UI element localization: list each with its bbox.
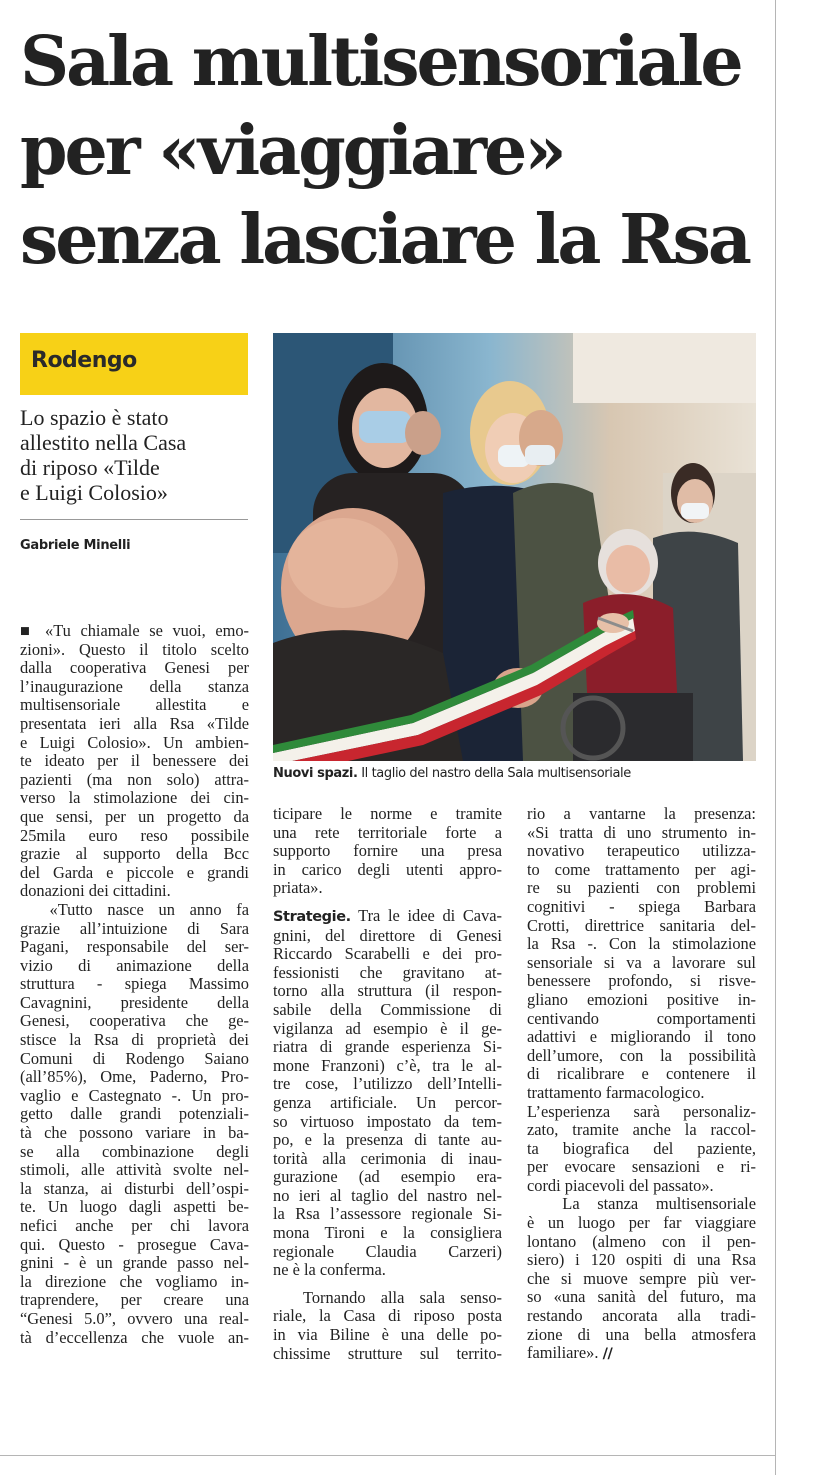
body-line: Genesi, cooperativa che ge-	[20, 1011, 249, 1031]
caption-lead: Nuovi spazi.	[273, 766, 358, 781]
body-line: stimoli, alle attività svolte nel-	[20, 1160, 249, 1180]
summary-line: Lo spazio è stato	[20, 405, 169, 430]
body-line: per evocare sensazioni e ri-	[527, 1157, 756, 1177]
body-line: se alla combinazione degli	[20, 1141, 249, 1161]
end-mark: //	[602, 1346, 613, 1363]
body-line: Comuni di Rodengo Saiano	[20, 1048, 249, 1068]
body-line: traprendere, per creare una	[20, 1290, 249, 1310]
body-line: stisce la Rsa di proprietà dei	[20, 1030, 249, 1050]
body-line: una rete territoriale forte a	[273, 822, 502, 842]
headline-line: senza lasciare la Rsa	[20, 200, 749, 280]
photo-illustration	[273, 333, 756, 761]
body-line: torno alla struttura (il respon-	[273, 981, 502, 1001]
body-line: gnini - è un grande passo nel-	[20, 1253, 249, 1273]
body-line: zioni». Questo il titolo scelto	[20, 639, 249, 659]
body-line: restando ancorata alla tradi-	[527, 1306, 756, 1326]
body-line: vizio di animazione della	[20, 955, 249, 975]
body-line: qui. Questo - prosegue Cava-	[20, 1234, 249, 1254]
body-line: tà che possono variare in ba-	[20, 1123, 249, 1143]
body-line: tà d’eccellenza che vuole an-	[20, 1327, 249, 1347]
body-line: dell’umore, con la possibilità	[527, 1045, 756, 1065]
body-line: la stanza, ai disturbi dell’ospi-	[20, 1178, 249, 1198]
body-line: struttura - spiega Massimo	[20, 974, 249, 994]
body-line: cognitivi - spiega Barbara	[527, 896, 756, 916]
summary-line: di riposo «Tilde	[20, 455, 160, 480]
body-line: Crotti, direttrice sanitaria del-	[527, 915, 756, 935]
headline-line: per «viaggiare»	[20, 111, 564, 191]
body-line: La stanza multisensoriale	[527, 1194, 756, 1214]
body-line: del Garda e piccole e grandi	[20, 862, 249, 882]
body-line: gurazione (ad esempio era-	[273, 1167, 502, 1187]
body-line: po, e la presenza di tante au-	[273, 1130, 502, 1150]
body-line: lontano (almeno con il pen-	[527, 1231, 756, 1251]
body-line: 25mila euro reso possibile	[20, 825, 249, 845]
summary-divider	[20, 519, 248, 520]
body-line: so virtuoso impostato da tem-	[273, 1111, 502, 1131]
body-line: mona Tironi e la consigliera	[273, 1223, 502, 1243]
subhead: Strategie.	[273, 908, 351, 925]
body-line: torità alla cerimonia di inau-	[273, 1148, 502, 1168]
summary	[20, 405, 248, 505]
body-line: fessionisti che gravitano at-	[273, 962, 502, 982]
body-line: e Luigi Colosio». Un ambien-	[20, 732, 249, 752]
body-column-2	[273, 805, 502, 1363]
body-line: zione di una bella atmosfera	[527, 1324, 756, 1344]
body-line: «Tutto nasce un anno fa	[20, 899, 249, 919]
body-line: to come trattamento per agi-	[527, 859, 756, 879]
body-line: Cavagnini, presidente della	[20, 992, 249, 1012]
body-line: «Si tratta di uno strumento in-	[527, 822, 756, 842]
body-line: zato, tramite anche la raccol-	[527, 1120, 756, 1140]
body-line-final	[527, 1344, 756, 1364]
body-line: tre cose, l’utilizzo dell’Intelli-	[273, 1074, 502, 1094]
body-line: sensoriale si va a lavorare sul	[527, 952, 756, 972]
body-line: getto dalle grandi potenziali-	[20, 1104, 249, 1124]
body-line: “Genesi 5.0”, ovvero una real-	[20, 1308, 249, 1328]
ribbon-cutting-photo	[273, 333, 756, 761]
body-line: adattivi e migliorando il tono	[527, 1027, 756, 1047]
body-line: di ricalibrare e contenere il	[527, 1064, 756, 1084]
body-line: la direzione che vogliamo in-	[20, 1271, 249, 1291]
body-line: multisensoriale allestita e	[20, 695, 249, 715]
body-line: vigilanza ad esempio è il ge-	[273, 1018, 502, 1038]
final-text: familiare».	[527, 1343, 599, 1363]
body-line: la Rsa -. Con la stimolazione	[527, 934, 756, 954]
byline: Gabriele Minelli	[20, 538, 131, 553]
body-line: genza artificiale. Un percor-	[273, 1092, 502, 1112]
body-line: (all’85%), Ome, Paderno, Pro-	[20, 1067, 249, 1087]
body-line: ne è la conferma.	[273, 1260, 386, 1280]
body-line: re su pazienti con problemi	[527, 878, 756, 898]
body-line: trattamento farmacologico.	[527, 1082, 705, 1102]
body-line: L’esperienza sarà personaliz-	[527, 1101, 756, 1121]
body-line: so «una sanità del futuro, ma	[527, 1287, 756, 1307]
body-line: grazie all’intuizione di Sara	[20, 918, 249, 938]
page-border-bottom	[0, 1455, 776, 1456]
body-line: in via Biline è una delle po-	[273, 1325, 502, 1345]
body-line-rest: Tra le idee di Cava-	[350, 905, 502, 925]
body-line: chissime strutture sul territo-	[273, 1343, 502, 1363]
body-line: sabile della Commissione di	[273, 999, 502, 1019]
body-line: grazie al supporto della Bcc	[20, 844, 249, 864]
body-line: ta biografica del paziente,	[527, 1138, 756, 1158]
body-line: centivando comportamenti	[527, 1008, 756, 1028]
body-line: no ieri al taglio del nastro nel-	[273, 1185, 502, 1205]
body-line: verso la stimolazione dei cin-	[20, 788, 249, 808]
body-line: gliano emozioni positive in-	[527, 989, 756, 1009]
body-line: in carico degli utenti appro-	[273, 859, 502, 879]
body-line: presentata ieri alla Rsa «Tilde	[20, 713, 249, 733]
caption-text: Il taglio del nastro della Sala multisensoriale	[357, 766, 631, 781]
body-line: priata».	[273, 878, 323, 898]
body-line-with-subhead	[273, 907, 502, 927]
body-line: que sensi, per un progetto da	[20, 806, 249, 826]
body-line: pazienti (ma non solo) attra-	[20, 769, 249, 789]
summary-line: e Luigi Colosio»	[20, 480, 168, 505]
body-line: Tornando alla sala senso-	[273, 1287, 502, 1307]
body-line: nefici anche per chi lavora	[20, 1216, 249, 1235]
summary-line: allestito nella Casa	[20, 430, 187, 455]
body-column-1	[20, 622, 249, 1347]
body-line: la Rsa l’assessore regionale Si-	[273, 1204, 502, 1224]
body-line: cordi piacevoli del passato».	[527, 1175, 714, 1195]
body-line: ticipare le norme e tramite	[273, 804, 502, 823]
body-line: riatra di grande esperienza Si-	[273, 1037, 502, 1057]
body-line: Riccardo Scarabelli e dei pro-	[273, 944, 502, 964]
body-line: regionale Claudia Carzeri)	[273, 1241, 502, 1261]
body-line: dalla cooperativa Genesi per	[20, 658, 249, 678]
kicker-label: Rodengo	[31, 348, 137, 373]
headline-line: Sala multisensoriale	[20, 22, 741, 102]
body-column-3	[527, 805, 756, 1364]
body-line: mone Franzoni) c’è, tra le al-	[273, 1055, 502, 1075]
photo-caption	[273, 766, 631, 781]
body-line: riale, la Casa di riposo posta	[273, 1306, 502, 1326]
body-line: Pagani, responsabile del ser-	[20, 937, 249, 957]
body-line: è un luogo per far viaggiare	[527, 1213, 756, 1233]
page-border	[775, 0, 776, 1475]
body-line: benessere profondo, si risve-	[527, 971, 756, 991]
body-line: rio a vantarne la presenza:	[527, 804, 756, 823]
body-line: vaglio e Castegnato -. Un pro-	[20, 1085, 249, 1105]
body-line: ■ «Tu chiamale se vuoi, emo-	[20, 621, 249, 640]
body-line: supporto fornire una presa	[273, 841, 502, 861]
body-line: l’inaugurazione della stanza	[20, 676, 249, 696]
body-line: novativo terapeutico utilizza-	[527, 841, 756, 861]
body-line: gnini, del direttore di Genesi	[273, 925, 502, 945]
body-line: te ideato per il benessere dei	[20, 751, 249, 771]
body-line: siero) i 120 ospiti di una Rsa	[527, 1250, 756, 1270]
body-line: te. Un luogo dagli aspetti be-	[20, 1197, 249, 1217]
body-line: che si muove sempre più ver-	[527, 1268, 756, 1288]
section-kicker	[20, 333, 248, 395]
headline	[20, 18, 770, 285]
body-line: donazioni dei cittadini.	[20, 881, 171, 901]
